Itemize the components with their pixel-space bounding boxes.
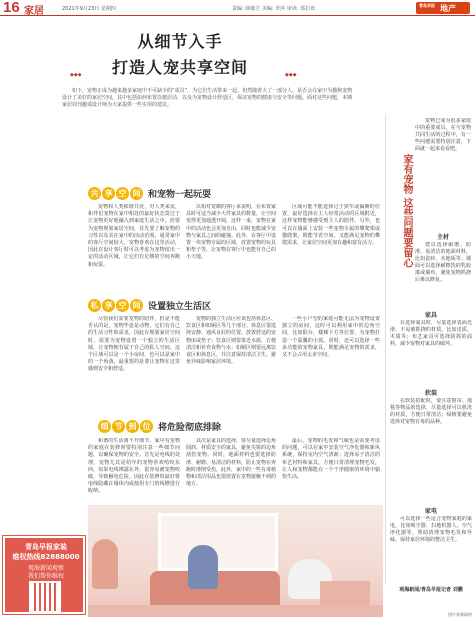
logo-big-text: 地产 [440,4,456,13]
article-title-line1: 从细节入手 [137,32,223,51]
article-intro: 如下，宠物正成为越来越多家庭中不可缺少的“成员”，为它们生活带来一起。但然随着大了一部分人，是否会在家中为猫狗宠物设计了美好的家居空间，其中包括如何布置以便居动，以及为宠物设计舒适区，保证宠物的健康与安全等问题。面对这些问题，本期家居周刊邀请设计师为大家提供一些实用的建议。 [62,88,353,108]
sidebar-item-text: 在软装搭配时，要注意窗帘、地毯等物品的选择，尽量选择可以机洗的材质，方便日常清洁；绿植要避免选择对宠物有毒的品种。 [390,398,472,425]
sidebar-item-text: 建议选择耐磨、防滑、易清洁的地面材料，比如瓷砖、木地板等；墙面可以选择耐擦洗的乳胶漆或墙布，避免宠物抓挠后难以修复。 [415,242,471,283]
heading-char: 共 [88,187,101,200]
sidebar-intro: 宠物已成为很多家庭中的重要成员，在与宠物共同生活的过程中，有一些问题需要特别注意，下面就一起来看看吧。 [415,118,471,152]
heading-char: 空 [116,187,129,200]
ad-line4: 我们帮你维权 [27,573,64,580]
floor-shape [88,605,383,617]
plant-shape [92,539,118,589]
section-logo [416,2,470,14]
hotline-ad [3,536,85,614]
window-shape [158,513,278,571]
section-name: 家居 [24,6,44,17]
logo-small-text: 青岛早报 [419,3,435,8]
ad-line3: 观海新闻观察 [27,565,64,572]
qr-code-icon [29,581,61,613]
section-heading-text: 和宠物一起玩耍 [148,190,212,200]
heading-char: 位 [140,420,153,433]
sidebar-item-heading: 家具 [424,312,437,319]
section-heading-text: 设置独立生活区 [148,302,212,312]
article-title-line2: 打造人宠共享空间 [111,58,248,77]
byline: 观海新闻/青岛早报记者 刘鹏 [399,587,463,593]
sidebar-item-heading: 主材 [436,234,449,241]
paragraph: 宠物的独立生活区应该包括休息区、饮食区和如厕区等几个部分。休息区要选择安静、通风良好的位置，放置舒适的宠物床或垫子；饮食区则要靠近水源，方便清洁和补充食物与水；如厕区则要远离饮食区和休息区，并注意保持清洁卫生，避免异味影响家居环境。 [186,316,276,366]
page-header [0,0,475,16]
heading-char: 空 [116,299,129,312]
editors-line: 责编: 薛敏方 美编: 李萍 审读: 郑启欢 [232,6,316,12]
heading-char: 间 [130,299,143,312]
ad-line1: 青岛早报家装 [25,543,67,551]
page-number: 16 [3,0,20,16]
paragraph: 和谐的生活离不开细节，家中有宠物的家庭在装修时要特别注意一些细节问题，以确保宠物的安全。首先是电线的处理，宠物尤其是幼年的宠物喜欢啃咬东西，如果电线裸露在外，很容易被宠物咬破，导致触电危险。因此在装修时最好将电线隐藏在墙体内或使用专门的线槽进行收纳。 [88,438,180,495]
heading-char: 细 [98,420,111,433]
sidebar-item-heading: 家电 [424,508,437,515]
section-heading-details [98,416,221,431]
decor-left-icon: ◆◆◆ [70,72,82,78]
sidebar-title: 家有宠物 这些问题要留心 [401,154,412,268]
section-heading-text: 将危险彻底排除 [158,423,222,433]
section-heading-private [88,295,211,310]
heading-char: 享 [102,187,115,200]
heading-char: 到 [126,420,139,433]
person-shape [188,545,218,589]
section-heading-shared [88,183,211,198]
paragraph: 其次是家具的选择，要尽量选择边角圆润、材质安全的家具，避免尖锐的边角刮伤宠物。同时，地面材料也要选择防滑、耐磨、易清洁的材料，防止宠物在奔跑时滑倒受伤。此外，家中的一些有毒植物和清洁用品也要放置在宠物接触不到的地方。 [186,438,276,488]
image-credit: 图片来源网络 [448,612,472,617]
sidebar-item-heading: 软装 [424,390,437,397]
heading-char: 享 [102,299,115,312]
pet-living-room-illustration [88,505,383,617]
paragraph: 尽管我们需要宠物的陪伴，但是不能否认的是，宠物毕竟是动物，它们有自己的生活习性和需求。因此在规划家居空间时，需要为宠物设置一个独立的生活区域，让宠物拥有属于自己的私人空间。这个区域可以是一个小房间，也可以是家中的一个角落，最重要的是要让宠物在这里感到安全和舒适。 [88,316,180,373]
paragraph: 最后，宠物的毛发和气味也是需要考虑的问题。可以在家中安装空气净化器和新风系统，保持室内空气清新；选择易于清洁的布艺材料和家具，方便日常清理宠物毛发，让人和宠物都能在一个干净健康的环境中愉快生活。 [282,438,380,481]
heading-char: 节 [112,420,125,433]
heading-char: 私 [88,299,101,312]
decor-right-icon: ◆◆◆ [285,72,297,78]
issue-date: 2021年9月23日 星期四 [62,6,116,12]
sidebar-item-text: 在选择家具时，尽量选择表面光滑、不易被抓挠的材质，比如皮质、木质等；布艺家具可选择防抓的面料，减少宠物对家具的破坏。 [390,320,472,347]
ad-hotline: 维权热线82888000 [12,553,80,561]
sidebar-item-text: 可以选择一些适合宠物家庭的家电，比如吸尘器、扫地机器人、空气净化器等，帮助清理宠物毛发和异味，保持家居环境的整洁卫生。 [390,516,472,543]
paragraph: 宠物和人类和谐共处，对人类来说，和伴侣宠物在家中相处的最好状态莫过于让宠物更好地融入到家庭生活之中。但要为宠物规划家居空间，首先要了解宠物的习性以及其在家中的活动范围。通常家中的客厅空间较大，宠物喜欢在这里活动，因此在设计客厅时可以考虑为宠物留出一定的活动区域，让它们有足够的空间奔跑和玩耍。 [88,204,180,268]
paragraph: 区域可能不能选择过于狭窄或偏僻的位置，最好选择在主人经常活动的区域附近，这样宠物能够感受到主人的陪伴。另外，也可以在墙面上安装一些宠物专属的攀爬架或猫爬架，既能节省空间，又能满足宠物的攀爬需求，让家居空间更加有趣和富有活力。 [282,204,380,247]
heading-char: 间 [130,187,143,200]
paragraph: 以相对宽敞的客厅来说明，在布置家具时可适当减少大件家具的数量，让空间变得更加通透开阔，这样一来，宠物在家中的活动也会更加自由，同时也能减少宠物与家具之间的碰撞。此外，在客厅中设置一块宠物专属的区域，放置宠物的玩具和垫子等，让宠物在客厅中也能有自己的小天地。 [186,204,276,261]
paragraph: 一些小户型的家庭可能无法为宠物设置独立的房间，这时可以利用家中的边角空间，比如阳台、楼梯下方等位置，为宠物打造一个温馨的小窝。同时，还可以选择一些多功能的宠物家具，既能满足宠物的需求，又不会占用太多空间。 [282,316,380,359]
